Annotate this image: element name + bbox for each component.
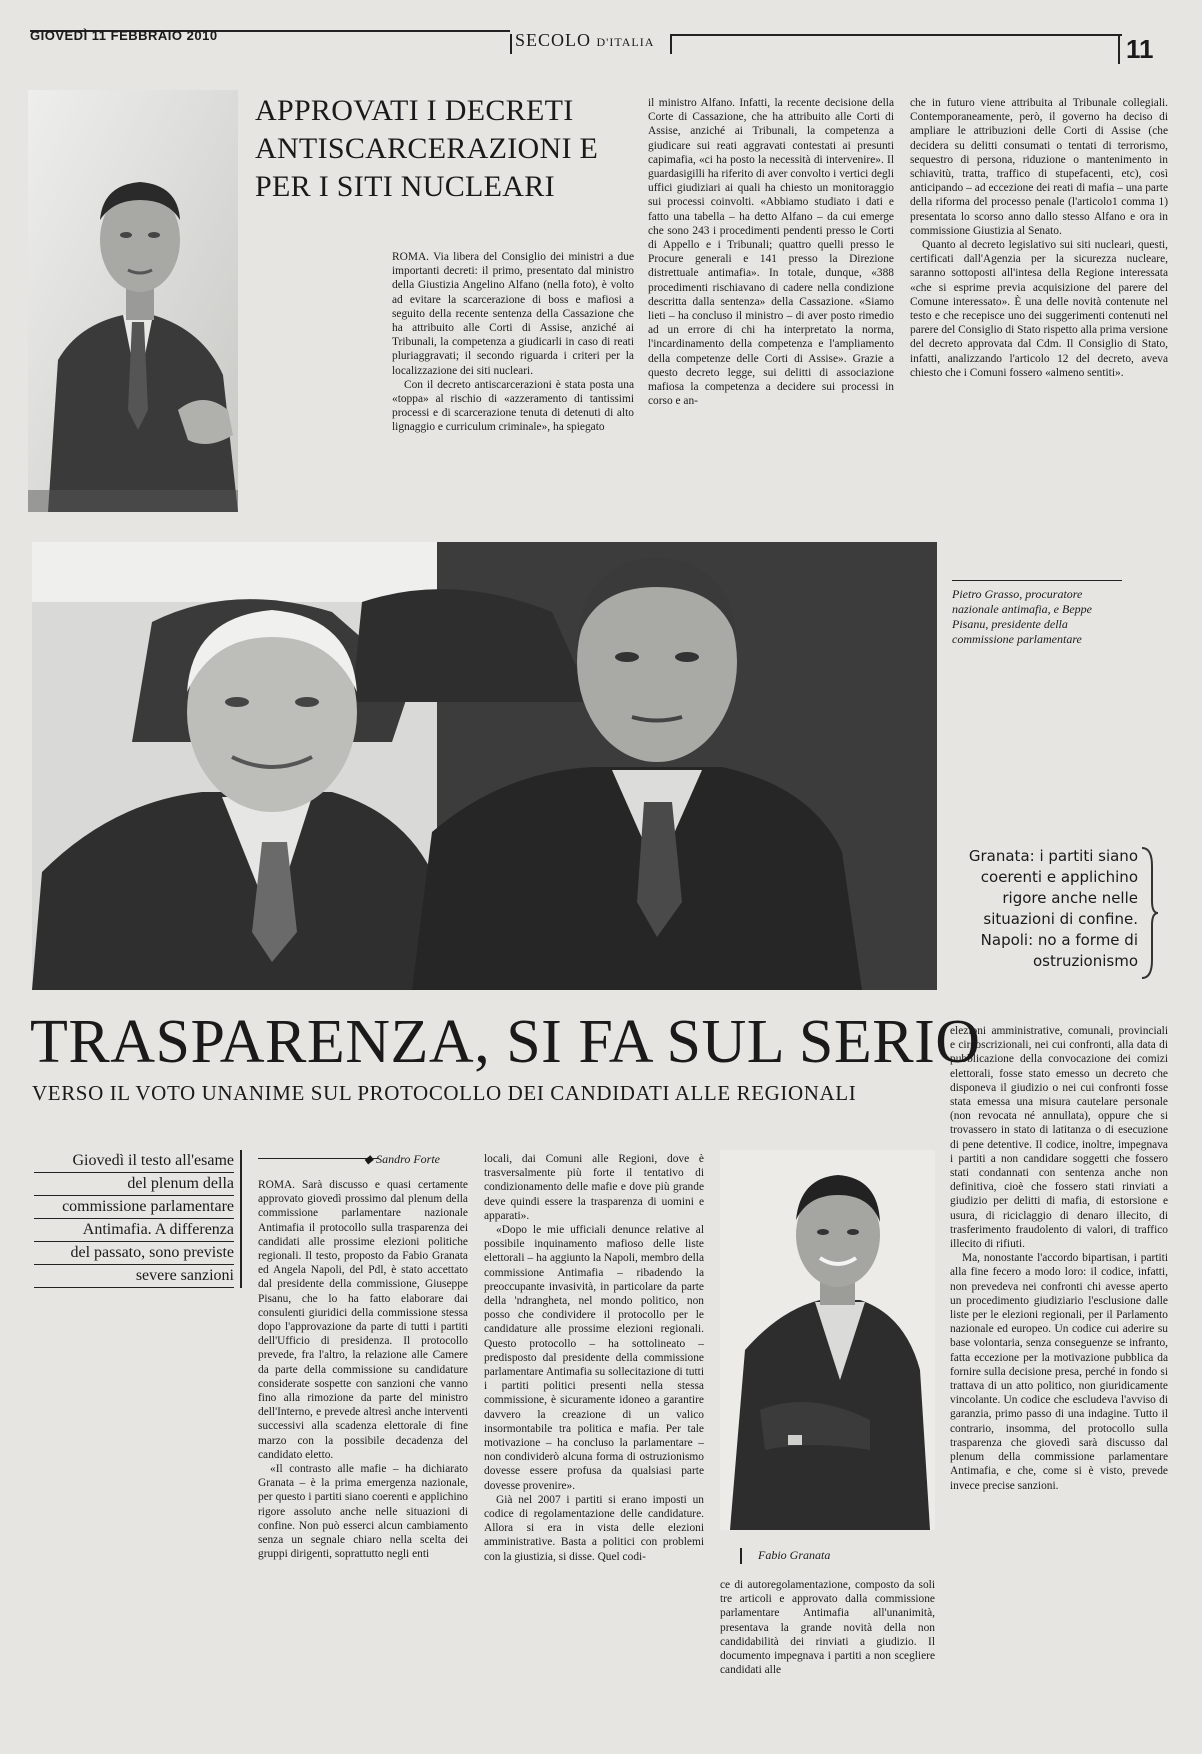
header-rule-right	[672, 34, 1122, 36]
article2-byline: ◆ Sandro Forte	[363, 1152, 440, 1166]
photo-granata	[720, 1150, 935, 1530]
page-number: 11	[1118, 34, 1166, 64]
article1-column-2	[648, 96, 894, 508]
article1-col3-para-2: Quanto al decreto legislativo sui siti nucleari, questi, certificati dall'Agenzia per la sicurezza nucleare, saranno sottoposti all'intesa della Regione interessata «che si esprime previa acquisizione del parere del Comune interessato». È una delle novità contenute nel testo e che recepisce uno dei suggerimenti contenuti nel parere del Consiglio di Stato rispetto alla prima versione del decreto approvata dal Cdm. Il Consiglio di Stato, infatti, analizzando l'articolo 12 del decreto, aveva chiesto che i Comuni fossero «almeno sentiti».	[910, 239, 1168, 379]
article2-col1-para-2: «Il contrasto alle mafie – ha dichiarato Granata – è la prima emergenza nazionale, per questo i partiti siano coerenti e applichino rigore assoluto anche nelle situazioni di confine. Non può esserci alcun cambiamento senza un segnale chiaro nella scelta dei gruppi dirigenti, soprattutto negli enti	[258, 1463, 468, 1561]
photo-grasso-pisanu	[32, 542, 937, 990]
article1-column-1	[392, 250, 634, 508]
pull-quote-brace	[1140, 846, 1160, 980]
article1-column-3	[910, 96, 1168, 508]
article2-col2-para-3: Già nel 2007 i partiti si erano imposti un codice di regolamentazione delle candidature. Allora si era in vista delle elezioni amministrative. Basta a politici con problemi con la giustizia, si disse. Quel codi-	[484, 1493, 704, 1563]
masthead-divider-left	[510, 34, 512, 54]
summary-line: severe sanzioni	[34, 1265, 234, 1288]
article2-subheadline: VERSO IL VOTO UNANIME SUL PROTOCOLLO DEI CANDIDATI ALLE REGIONALI	[32, 1081, 857, 1105]
summary-line: del passato, sono previste	[34, 1242, 234, 1265]
article2-column-4	[950, 1024, 1168, 1730]
article1-headline: APPROVATI I DECRETI ANTISCARCERAZIONI E PER I SITI NUCLEARI	[255, 94, 599, 203]
article2-headline: TRASPARENZA, SI FA SUL SERIO	[30, 1008, 981, 1076]
article2-col4-para-2: Ma, nonostante l'accordo bipartisan, i partiti alla fine fecero a modo loro: il codice, infatti, non prevedeva nei confronti chi avesse aperto un procedimento giudiziario l'esclusione dalle liste per le elezioni regionali, per il Parlamento nazionale ed europeo. Un codice cui aderire su base volontaria, senza conseguenze se infranto, fatta eccezione per la motivazione pubblica da fornire sulla decisione presa, perché in fondo si trattava di un atto politico, non giuridicamente vincolante. Un codice che escludeva l'avviso di garanzia, primo passo di una indagine. Tutto il contrario, insomma, del protocollo sulla trasparenza che giovedì sarà discusso dal plenum della commissione parlamentare Antimafia, e che, come si è visto, prevede invece precise sanzioni.	[950, 1252, 1168, 1492]
article1-col1-para-2: Con il decreto antiscarcerazioni è stata posta una «toppa» al rischio di «azzeramento di tantissimi processi e di scarcerazione tenuta di detenuti di alto lignaggio e curriculum criminale», ha spiegato	[392, 378, 634, 434]
photo-alfano	[28, 90, 238, 512]
article1-col1-para-1: ROMA. Via libera del Consiglio dei ministri a due importanti decreti: il primo, presentato dal ministro della Giustizia Angelino Alfano (nella foto), è volto ad evitare la scarcerazione di boss e mafiosi a seguito della recente sentenza della Cassazione che ha attribuito alle Corti di Assise, anziché ai Tribunali, la competenza a giudicarli in caso di reati pluriaggravati; il secondo riguarda i criteri per la localizzazione dei siti nucleari.	[392, 251, 634, 377]
article1-col2-para-1: il ministro Alfano. Infatti, la recente decisione della Corte di Cassazione, che ha attribuito alle Corti di Assise, anziché ai Tribunali, la competenza a giudicare sui reati aggravati contestati ai presunti capimafia, «ci ha posto la necessità di intervenire». Il guardasigilli ha riferito di aver convolto i vertici degli uffici giudiziari ai quali ha chiesto un monitoraggio sui processi coinvolti. «Abbiamo studiato i dati e fatto una tabella – ha detto Alfano – da cui emerge che sono 243 i procedimenti pendenti presso le Corti di Appello e i Tribunali; quattro quelli presso le Procure generali e 141 presso la Direzione distrettuale antimafia». In totale, dunque, «388 procedimenti rischiavano di cadere nella condizione descritta dalla sentenza» della Cassazione. «Siamo lieti – ha concluso il ministro – di aver posto rimedio ad un errore di chi ha interpretato la norma, l'incardinamento della competenza e l'ampliamento della competenze delle Corti di Assise». Grazie a questo decreto legge, sui delitti di associazione mafiosa la competenza a decidere sui processi in corso e an-	[648, 97, 894, 408]
article2-col2-para-2: «Dopo le mie ufficiali denunce relative al possibile inquinamento mafioso delle liste elettorali – ha aggiunto la Napoli, membro della commissione Antimafia – ribadendo la preoccupante invasività, in particolare da parte della 'ndrangheta, nel mondo politico, non posso che condividere il protocollo per le candidature alle prossime elezioni regionali. Questo protocollo – ha sottolineato – predisposto dal presidente della commissione parlamentare Antimafia su sollecitazione di tutti i partiti politici presenti nella stessa commissione, è sicuramente idoneo a garantire davvero la creazione di un valico insormontabile tra politica e mafia. Per tale motivazione – ha concluso la parlamentare – non condividerò alcuna forma di ostruzionismo dovesse essere profusa da qualsiasi parte dovesse provenire».	[484, 1224, 704, 1492]
byline-author: Sandro Forte	[376, 1152, 440, 1166]
article2-summary-box	[34, 1150, 242, 1288]
summary-line: del plenum della	[34, 1173, 234, 1196]
pull-quote: Granata: i partiti siano coerenti e applichino rigore anche nelle situazioni di confine. Napoli: no a forme di ostruzionismo	[968, 847, 1138, 970]
summary-line: Antimafia. A differenza	[34, 1219, 234, 1242]
article1-col3-para-1: che in futuro viene attribuita al Tribunale collegiali. Contemporaneamente, però, il governo ha deciso di ampliare le attribuzioni delle Corti di Assise (che decidera su delitti consumati o tentati di terrorismo, sequestro di persona, riduzione o mantenimento in schiavitù, tratta, traffico di stupefacenti, etc), così anticipando – ad eccezione dei reati di mafia – una parte della riforma del processo penale (l'articolo1 comma 1) presentata lo scorso anno dallo stesso Alfano e ora in commissione Giustizia al Senato.	[910, 97, 1168, 237]
photo-caption-granata: Fabio Granata	[740, 1548, 908, 1564]
issue-date: GIOVEDÌ 11 FEBBRAIO 2010	[30, 28, 218, 43]
article2-column-1	[258, 1178, 468, 1730]
article2-col4-para-1: elezioni amministrative, comunali, provinciali e circoscrizionali, nei cui confronti, alla data di pubblicazione della convocazione dei comizi elettorali, fosse stato emesso un decreto che disponeva il giudizio o nei cui confronti fosse stata emessa una misura cautelare personale (non revocata né annullata), oppure che si trovassero in stato di latitanza o di esecuzione di pene detentive. Il codice, inoltre, impegnava i partiti a non candidare soggetti che fossero stati condannati con sentenza anche non definitiva, cioè che fossero stati rinviati a giudizio per delitti di mafia, di estorsione e usura, di riciclaggio di denaro illecito, di trasferimento fraudolento di valori, di traffico illecito di rifiuti.	[950, 1025, 1168, 1251]
masthead	[515, 30, 654, 51]
article2-column-3	[720, 1578, 935, 1730]
masthead-divider-right	[670, 34, 672, 54]
article2-column-2	[484, 1152, 704, 1730]
article2-col2-para-1: locali, dai Comuni alle Regioni, dove è trasversalmente più forte il tentativo di condizionamento delle mafie e dove più grande deve quindi essere la trasparenza di uomini e apparati».	[484, 1153, 704, 1222]
masthead-title: SECOLO	[515, 30, 592, 50]
article2-col1-para-1: ROMA. Sarà discusso e quasi certamente approvato giovedì prossimo dal plenum della commissione parlamentare nazionale Antimafia il protocollo sulla trasparenza dei candidati alle prossime elezioni politiche regionali. Il testo, proposto da Fabio Granata ed Angela Napoli, del Pdl, è stato accettato dal presidente della commissione, Giuseppe Pisanu, che lo ha fatto elaborare dai consulenti giuridici della commissione stessa dopo l'approvazione da parte di tutti i partiti dell'Ufficio di presidenza. Il protocollo prevede, fra l'altro, la relazione alle Camere da parte della commissione su candidature considerate sospette con sanzioni che vanno fino alla rimozione da parte del ministro dell'Interno, e prevede altresì anche interventi successivi alla scadenza elettorale di fine marzo con la possibile decadenza del candidato eletto.	[258, 1179, 468, 1461]
summary-line: commissione parlamentare	[34, 1196, 234, 1219]
photo-caption-grasso-pisanu: Pietro Grasso, procuratore nazionale antimafia, e Beppe Pisanu, presidente della commissione parlamentare	[952, 580, 1122, 647]
masthead-subtitle: D'ITALIA	[596, 35, 655, 49]
summary-line: Giovedì il testo all'esame	[34, 1150, 234, 1173]
article2-col3-para-1: ce di autoregolamentazione, composto da soli tre articoli e approvato dalla commissione parlamentare Antimafia all'unanimità, presentava la grande novità della non candidabilità dei rinviati a giudizio. Il documento impegnava i partiti a non scegliere candidati alle	[720, 1579, 935, 1677]
